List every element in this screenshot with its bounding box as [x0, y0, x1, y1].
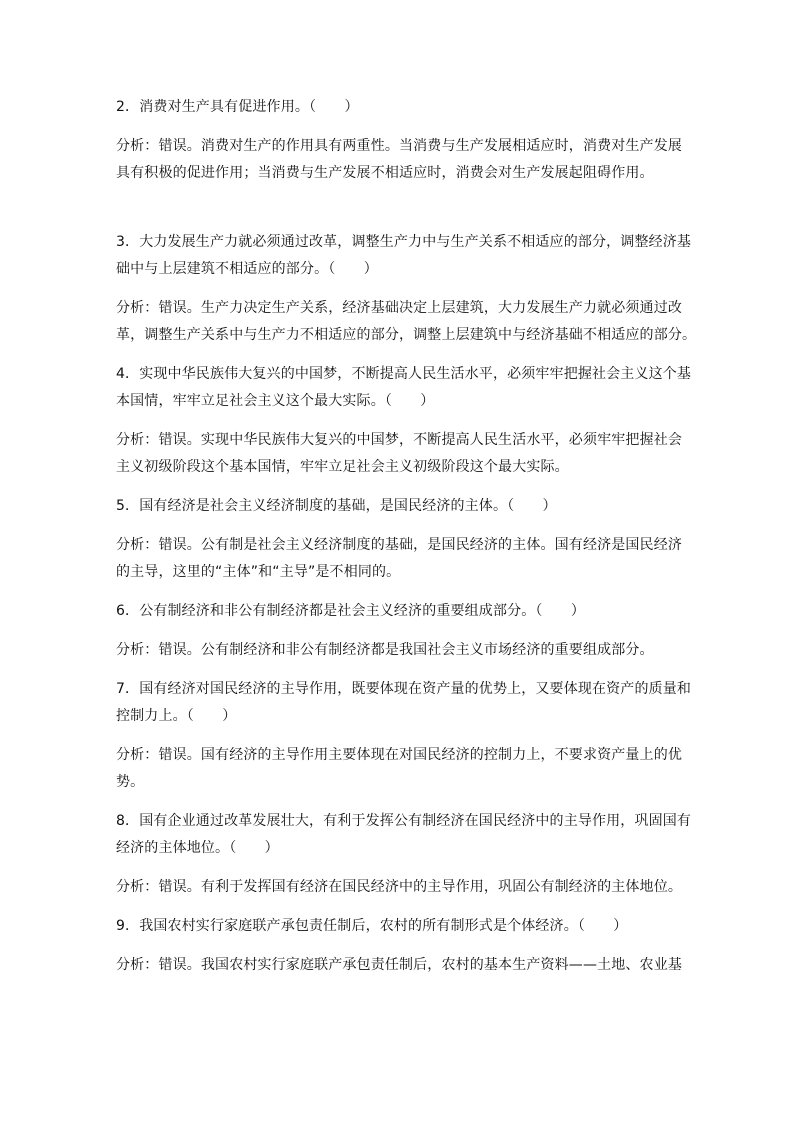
analysis-text: 分析：错误。国有经济的主导作用主要体现在对国民经济的控制力上，不要求资产量上的优	[116, 747, 682, 763]
analysis-text: 分析：错误。消费对生产的作用具有两重性。当消费与生产发展相适应时，消费对生产发展	[116, 138, 682, 154]
question-text: 7．国有经济对国民经济的主导作用，既要体现在资产量的优势上，又要体现在资产的质量和	[116, 681, 692, 697]
analysis-text: 分析：错误。公有制是社会主义经济制度的基础，是国民经济的主体。国有经济是国民经济	[116, 537, 682, 553]
question-item-7	[116, 676, 692, 730]
question-item-2	[116, 94, 682, 121]
analysis-item-8	[116, 874, 682, 901]
question-text: 5．国有经济是社会主义经济制度的基础，是国民经济的主体。（ ）	[116, 498, 557, 514]
question-text: 础中与上层建筑不相适应的部分。（ ）	[116, 261, 378, 277]
question-text: 本国情，牢牢立足社会主义这个最大实际。（ ）	[116, 393, 435, 409]
analysis-text: 革，调整生产关系中与生产力不相适应的部分，调整上层建筑中与经济基础不相适应的部分。	[116, 327, 697, 343]
question-text: 控制力上。（ ）	[116, 708, 237, 724]
analysis-item-4	[116, 427, 682, 481]
question-text: 2．消费对生产具有促进作用。（ ）	[116, 99, 359, 115]
analysis-item-6	[116, 637, 682, 664]
analysis-text: 的主导，这里的“主体”和“主导”是不相同的。	[116, 564, 401, 580]
analysis-item-5	[116, 532, 682, 586]
question-item-5	[116, 493, 682, 520]
question-item-3	[116, 229, 692, 283]
question-text: 9．我国农村实行家庭联产承包责任制后，农村的所有制形式是个体经济。（ ）	[116, 918, 628, 934]
analysis-text: 分析：错误。实现中华民族伟大复兴的中国梦，不断提高人民生活水平，必须牢牢把握社会	[116, 432, 682, 448]
question-text: 8．国有企业通过改革发展壮大，有利于发挥公有制经济在国民经济中的主导作用，巩固国有	[116, 813, 692, 829]
analysis-text: 主义初级阶段这个基本国情，牢牢立足社会主义初级阶段这个最大实际。	[116, 459, 569, 475]
analysis-item-3	[116, 295, 697, 349]
analysis-item-7	[116, 742, 682, 796]
question-item-6	[116, 598, 682, 625]
analysis-item-2	[116, 133, 682, 187]
analysis-text: 势。	[116, 774, 145, 790]
question-item-8	[116, 808, 692, 862]
analysis-item-9	[116, 952, 682, 979]
analysis-text: 分析：错误。我国农村实行家庭联产承包责任制后，农村的基本生产资料——土地、农业基	[116, 957, 682, 973]
document-page	[116, 94, 697, 991]
question-text: 3．大力发展生产力就必须通过改革，调整生产力中与生产关系不相适应的部分，调整经济基	[116, 234, 692, 250]
question-text: 4．实现中华民族伟大复兴的中国梦，不断提高人民生活水平，必须牢牢把握社会主义这个基	[116, 366, 692, 382]
analysis-text: 具有积极的促进作用；当消费与生产发展不相适应时，消费会对生产发展起阻碍作用。	[116, 165, 654, 181]
question-item-9	[116, 913, 682, 940]
analysis-text: 分析：错误。公有制经济和非公有制经济都是我国社会主义市场经济的重要组成部分。	[116, 642, 654, 658]
analysis-text: 分析：错误。有利于发挥国有经济在国民经济中的主导作用，巩固公有制经济的主体地位。	[116, 879, 682, 895]
analysis-text: 分析：错误。生产力决定生产关系，经济基础决定上层建筑，大力发展生产力就必须通过改	[116, 300, 682, 316]
question-text: 经济的主体地位。（ ）	[116, 840, 279, 856]
question-text: 6．公有制经济和非公有制经济都是社会主义经济的重要组成部分。（ ）	[116, 603, 586, 619]
question-item-4	[116, 361, 692, 415]
